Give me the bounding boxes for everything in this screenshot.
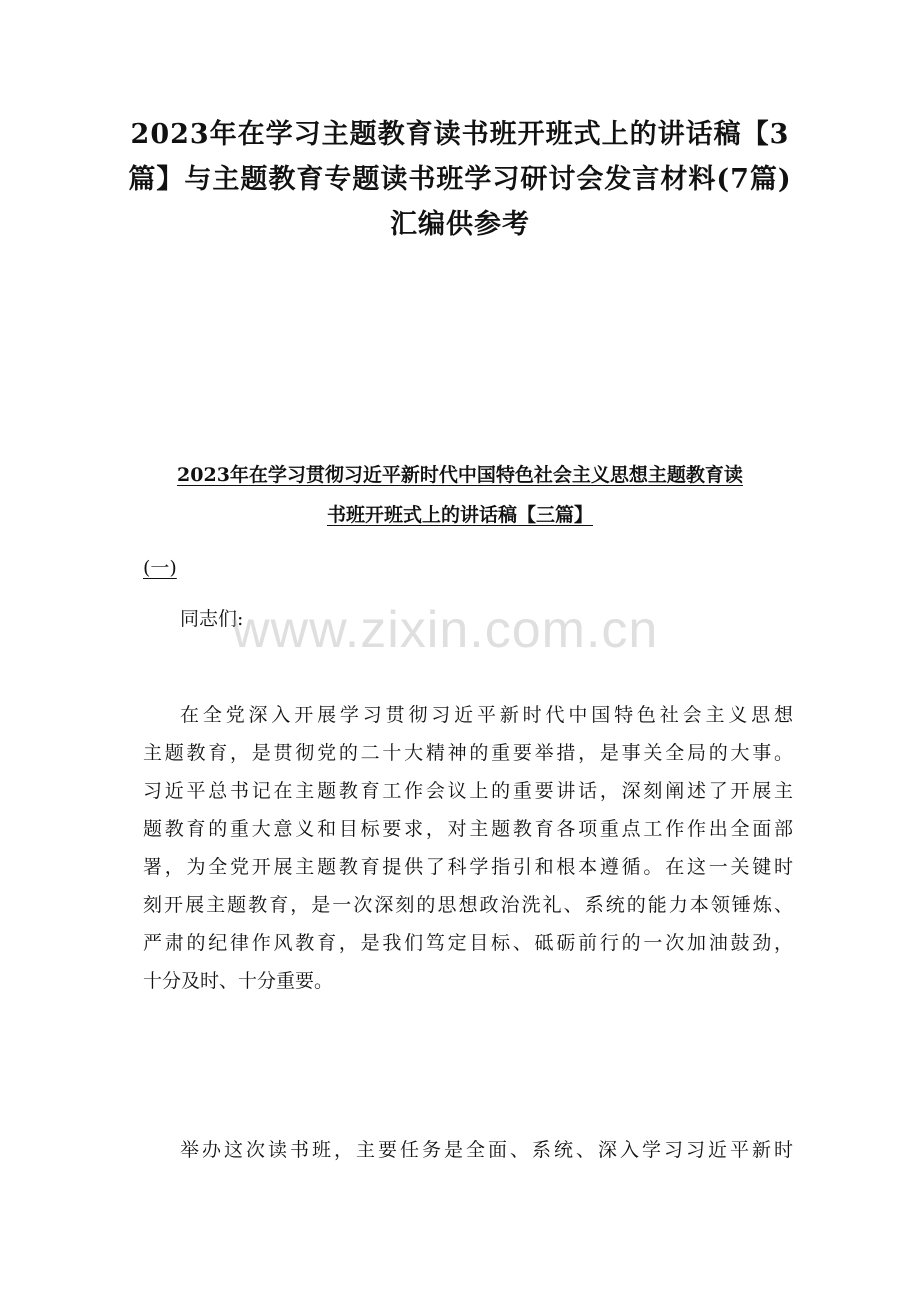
title-line: 篇】与主题教育专题读书班学习研讨会发言材料(7篇) [128, 164, 792, 195]
greeting: 同志们: [180, 608, 244, 630]
watermark: www.zixin.com.cn [232, 601, 659, 659]
paragraph-line: 主题教育，是贯彻党的二十大精神的重要举措，是事关全局的大事。 [143, 742, 793, 764]
paragraph-line: 习近平总书记在主题教育工作会议上的重要讲话，深刻阐述了开展主 [143, 780, 793, 802]
title-line: 2023年在学习主题教育读书班开班式上的讲话稿【3 [130, 119, 790, 150]
paragraph-line: 署，为全党开展主题教育提供了科学指引和根本遵循。在这一关键时 [143, 856, 793, 878]
paragraph-line: 刻开展主题教育，是一次深刻的思想政治洗礼、系统的能力本领锤炼、 [143, 894, 793, 916]
paragraph-line: 严肃的纪律作风教育，是我们笃定目标、砥砺前行的一次加油鼓劲， [143, 932, 793, 954]
title-line: 汇编供参考 [390, 209, 530, 240]
section-heading [110, 455, 810, 535]
paragraph-line: 举办这次读书班，主要任务是全面、系统、深入学习习近平新时 [180, 1139, 793, 1161]
document-title [120, 112, 800, 247]
paragraph-line: 题教育的重大意义和目标要求，对主题教育各项重点工作作出全面部 [143, 818, 793, 840]
paragraph-line: 在全党深入开展学习贯彻习近平新时代中国特色社会主义思想 [180, 704, 793, 726]
section-heading-line: 书班开班式上的讲话稿【三篇】 [326, 504, 593, 526]
section-heading-line: 2023年在学习贯彻习近平新时代中国特色社会主义思想主题教育读 [177, 464, 743, 486]
part-label: (一) [143, 557, 177, 579]
paragraph [143, 1131, 793, 1169]
paragraph [143, 696, 793, 1000]
paragraph-line: 十分及时、十分重要。 [143, 970, 334, 992]
